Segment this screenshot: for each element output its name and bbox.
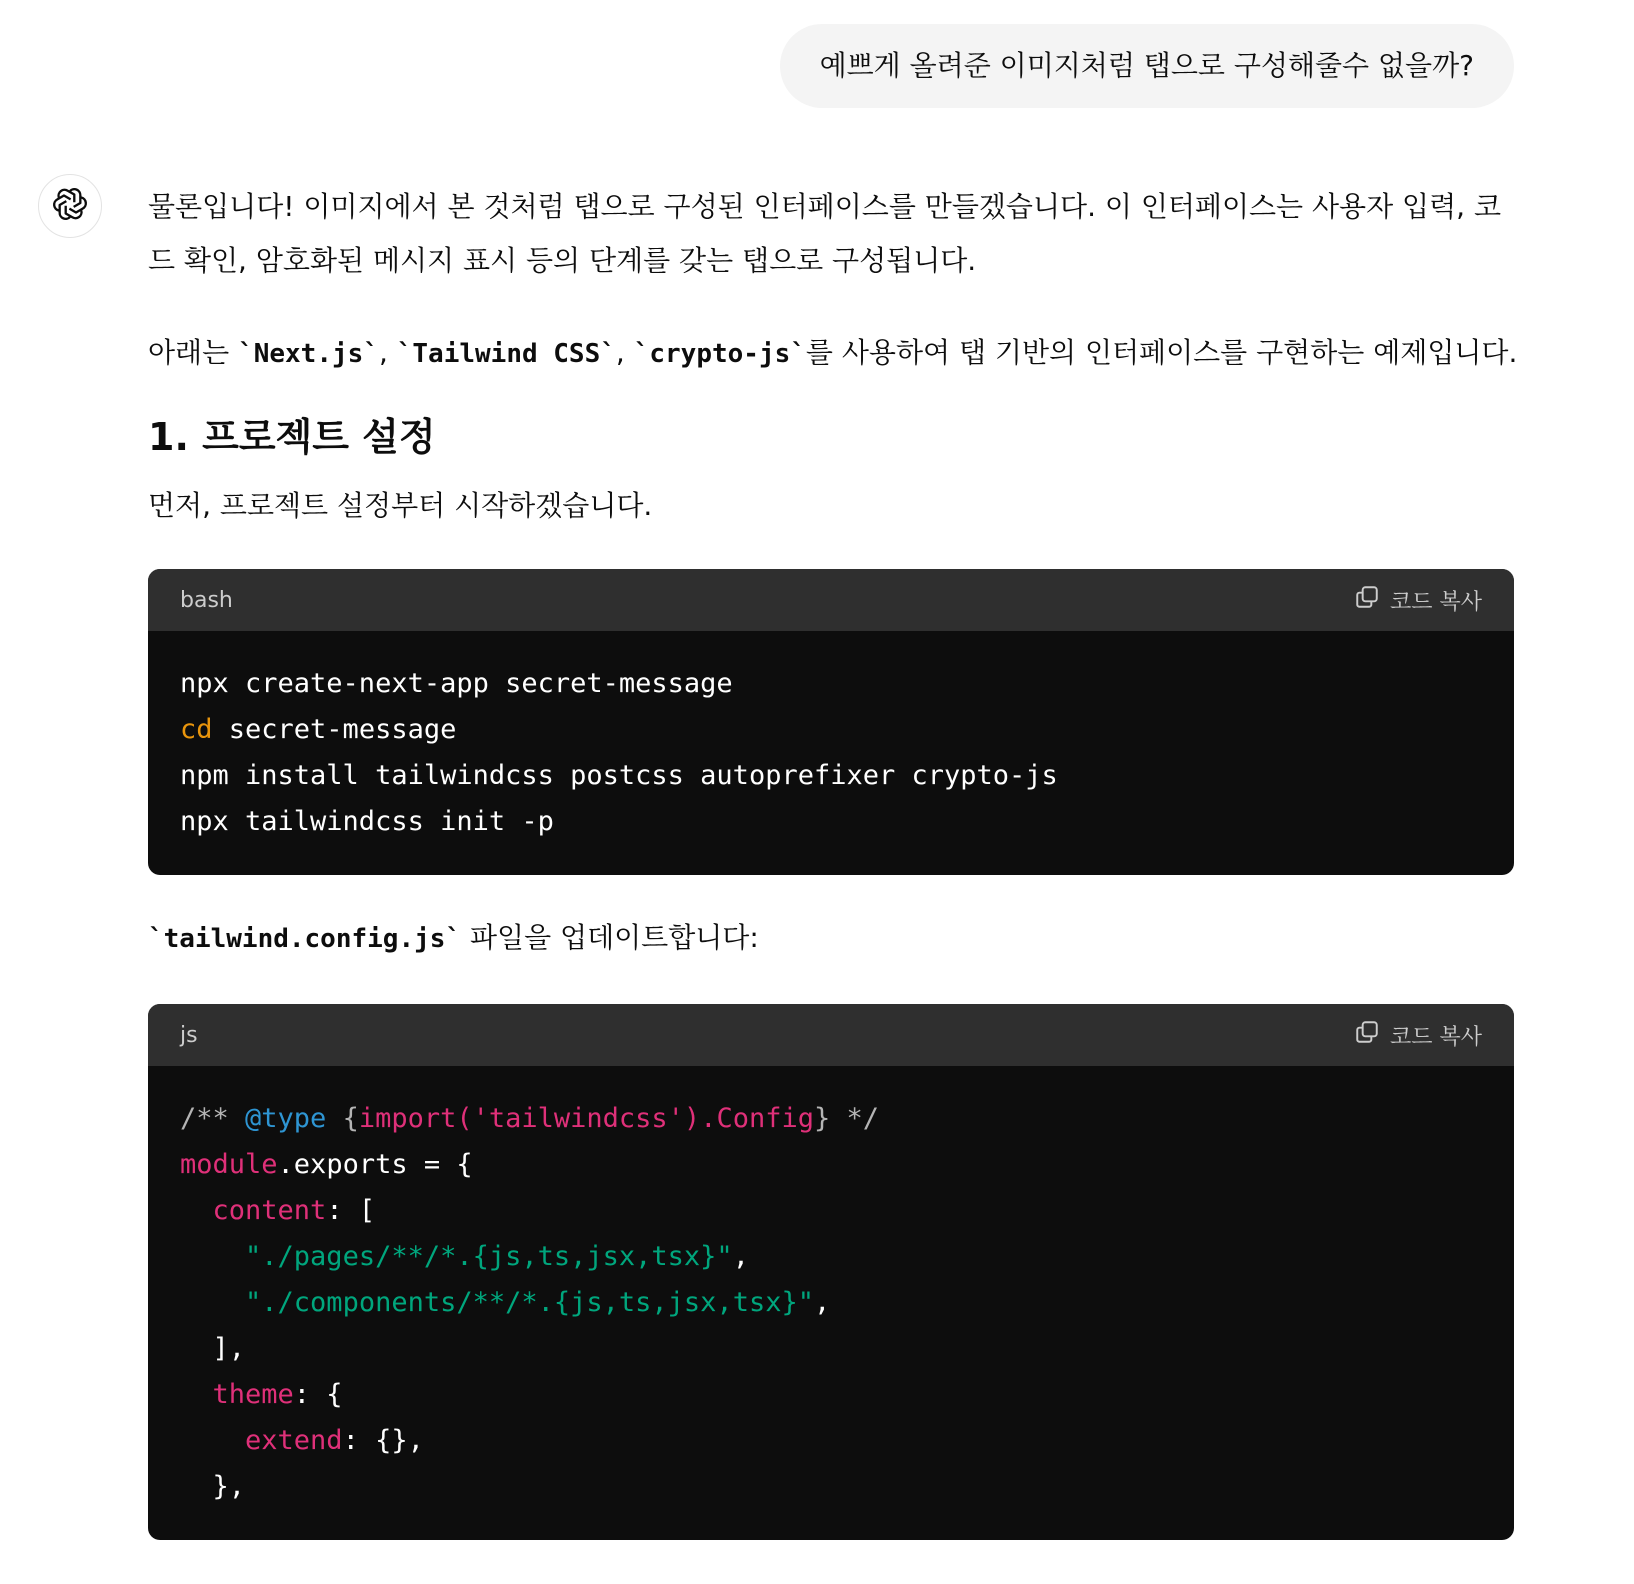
code-token: /** <box>180 1103 246 1134</box>
code-token <box>180 1379 213 1410</box>
code-token <box>180 1287 245 1318</box>
code-line <box>180 1372 1482 1418</box>
code-body[interactable] <box>148 1066 1514 1540</box>
code-language-label: bash <box>180 587 233 613</box>
code-line <box>180 1326 1482 1372</box>
code-token: : { <box>293 1379 343 1410</box>
intro-paragraph: 물론입니다! 이미지에서 본 것처럼 탭으로 구성된 인터페이스를 만들겠습니다. 이 인터페이스는 사용자 입력, 코드 확인, 암호화된 메시지 표시 등의 단계를 갖는 탭으로 구성됩니다. <box>148 190 1501 277</box>
separator: , <box>378 336 397 369</box>
config-paragraph <box>148 911 1528 966</box>
inline-code-tailwind: `Tailwind CSS` <box>396 339 616 369</box>
code-token: , <box>813 1287 831 1318</box>
code-line <box>180 799 1482 845</box>
code-token: .exports = { <box>277 1149 473 1180</box>
code-token: : [ <box>326 1195 376 1226</box>
code-token: npx create-next-app secret-message <box>180 668 733 699</box>
code-token: "./components/**/*.{js,ts,jsx,tsx}" <box>245 1287 814 1318</box>
code-line <box>180 753 1482 799</box>
code-block-header <box>148 569 1514 631</box>
code-line <box>180 1142 1482 1188</box>
code-token: secret-message <box>212 714 457 745</box>
code-token: , <box>732 1241 749 1272</box>
code-language-label: js <box>180 1022 198 1048</box>
code-token: }, <box>180 1471 246 1502</box>
code-line <box>180 1188 1482 1234</box>
inline-code-nextjs: `Next.js` <box>238 339 379 369</box>
code-line <box>180 1464 1482 1510</box>
code-line <box>180 661 1482 707</box>
config-paragraph-suffix: 파일을 업데이트합니다: <box>461 921 759 954</box>
code-token: theme <box>212 1379 294 1410</box>
code-token <box>180 1241 245 1272</box>
setup-paragraph: 먼저, 프로젝트 설정부터 시작하겠습니다. <box>148 489 653 522</box>
code-token: module <box>180 1149 278 1180</box>
copy-icon <box>1354 584 1380 616</box>
code-block-bash <box>148 569 1514 875</box>
code-line <box>180 707 1482 753</box>
code-token: @type <box>245 1103 327 1134</box>
code-token: content <box>212 1195 327 1226</box>
code-line <box>180 1418 1482 1464</box>
code-line <box>180 1280 1482 1326</box>
inline-code-cryptojs: `crypto-js` <box>633 339 806 369</box>
inline-code-tailwind-config: `tailwind.config.js` <box>148 924 462 954</box>
code-line <box>180 1234 1482 1280</box>
code-token: : {}, <box>342 1425 424 1456</box>
copy-code-label: 코드 복사 <box>1389 589 1482 615</box>
user-message-bubble <box>780 24 1514 108</box>
code-token: { <box>326 1103 359 1134</box>
copy-icon <box>1354 1019 1380 1051</box>
stack-paragraph <box>148 326 1528 381</box>
code-token: npm install tailwindcss postcss autoprefixer crypto-js <box>180 760 1058 791</box>
code-block-header <box>148 1004 1514 1066</box>
assistant-message <box>148 180 1528 1540</box>
code-block-js <box>148 1004 1514 1540</box>
code-token: } */ <box>813 1103 880 1134</box>
openai-logo-icon <box>50 184 90 228</box>
code-token: cd <box>180 714 213 745</box>
code-token: ], <box>180 1333 246 1364</box>
section-heading: 1. 프로젝트 설정 <box>148 415 436 459</box>
code-token: import('tailwindcss').Config <box>358 1103 814 1134</box>
copy-code-button[interactable] <box>1354 584 1482 616</box>
stack-paragraph-prefix: 아래는 <box>148 336 239 369</box>
copy-code-button[interactable] <box>1354 1019 1482 1051</box>
code-line <box>180 1096 1482 1142</box>
code-body[interactable] <box>148 631 1514 875</box>
copy-code-label: 코드 복사 <box>1389 1024 1482 1050</box>
user-message-text: 예쁘게 올려준 이미지처럼 탭으로 구성해줄수 없을까? <box>819 49 1474 82</box>
code-token: npx tailwindcss init -p <box>180 806 554 837</box>
separator: , <box>615 336 634 369</box>
code-token <box>180 1195 213 1226</box>
code-token: extend <box>245 1425 343 1456</box>
code-token: "./pages/**/*.{js,ts,jsx,tsx}" <box>245 1241 733 1272</box>
code-token <box>180 1425 245 1456</box>
assistant-avatar <box>38 174 102 238</box>
stack-paragraph-suffix: 를 사용하여 탭 기반의 인터페이스를 구현하는 예제입니다. <box>805 336 1518 369</box>
